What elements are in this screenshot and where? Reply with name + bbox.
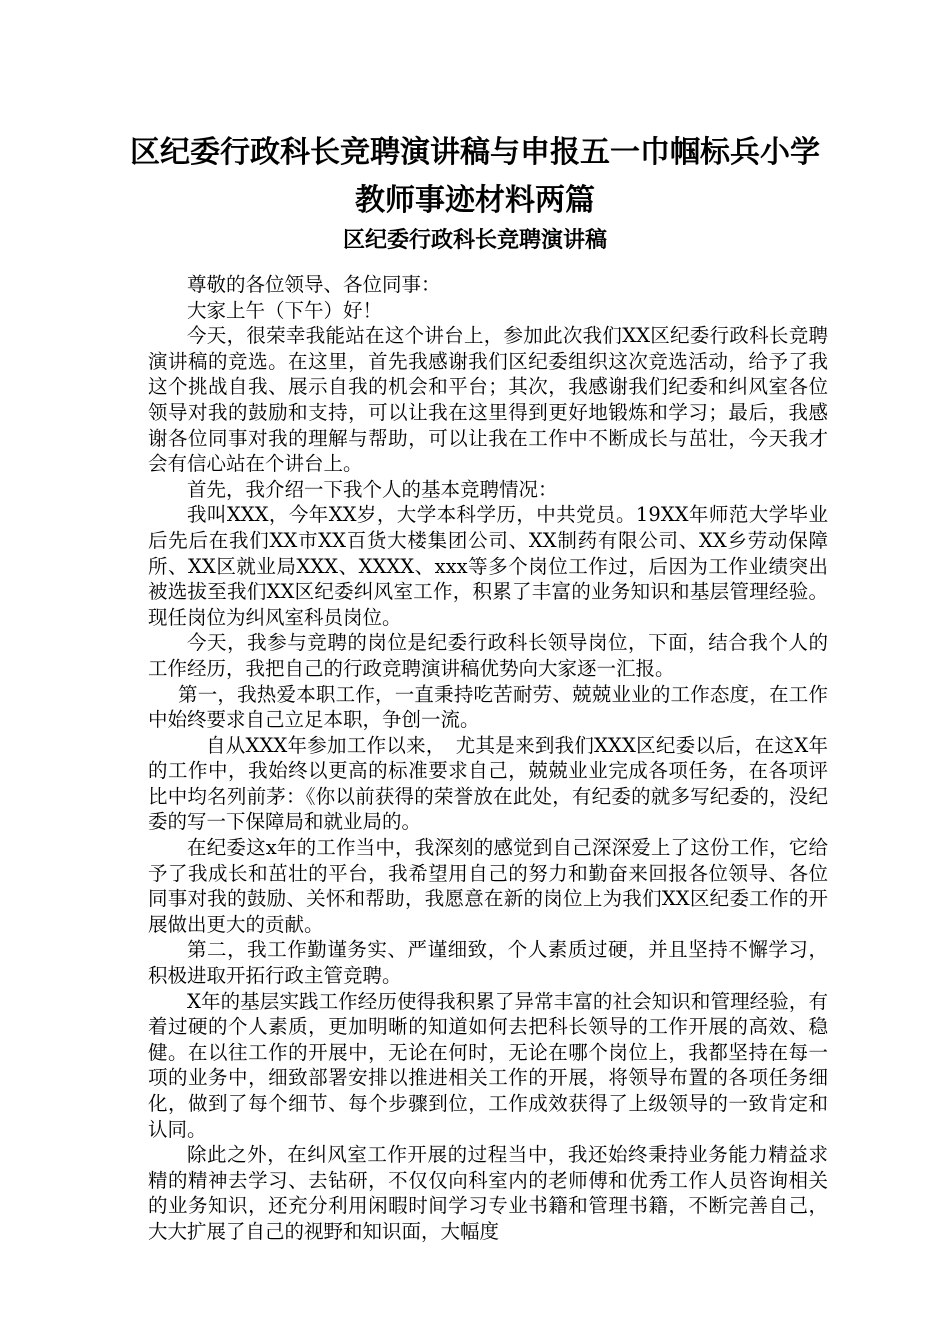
paragraph-point-one: 第一，我热爱本职工作，一直秉持吃苦耐劳、兢兢业业的工作态度，在工作中始终要求自己立足本职，争创一流。	[148, 682, 828, 732]
document-body	[148, 272, 828, 1245]
section-subtitle: 区纪委行政科长竞聘演讲稿	[342, 227, 607, 253]
paragraph-basic-info-lead: 首先，我介绍一下我个人的基本竞聘情况：	[187, 477, 558, 501]
document-title-line1: 区纪委行政科长竞聘演讲稿与申报五一巾帼标兵小学	[130, 135, 820, 170]
paragraph-work-history: 自从XXX年参加工作以来， 尤其是来到我们XXX区纪委以后，在这X年的工作中，我始终以更高的标准要求自己，兢兢业业完成各项任务，在各项评比中均名列前茅：《你以前获得的荣誉放在此处，有纪委的就多写纪委的，没纪委的写一下保障局和就业局的。	[148, 733, 828, 834]
paragraph-greeting: 大家上午（下午）好！	[187, 298, 383, 322]
paragraph-dedication: 在纪委这x年的工作当中，我深刻的感觉到自己深深爱上了这份工作，它给予了我成长和茁壮的平台，我希望用自己的努力和勤奋来回报各位领导、各位同事对我的鼓励、关怀和帮助，我愿意在新的岗位上为我们XX区纪委工作的开展做出更大的贡献。	[148, 836, 828, 936]
document-title-line2: 教师事迹材料两篇	[355, 183, 595, 218]
paragraph-experience: X年的基层实践工作经历使得我积累了异常丰富的社会知识和管理经验，有着过硬的个人素质，更加明晰的知道如何去把科长领导的工作开展的高效、稳健。在以往工作的开展中，无论在何时，无论在哪个岗位上，我都坚持在每一项的业务中，细致部署安排以推进相关工作的开展，将领导布置的各项任务细化，做到了每个细节、每个步骤到位，工作成效获得了上级领导的一致肯定和认同。	[148, 989, 828, 1141]
paragraph-learning: 除此之外，在纠风室工作开展的过程当中，我还始终秉持业务能力精益求精的精神去学习、去钻研，不仅仅向科室内的老师傅和优秀工作人员咨询相关的业务知识，还充分利用闲暇时间学习专业书籍和管理书籍，不断完善自己，大大扩展了自己的视野和知识面，大幅度	[148, 1143, 828, 1243]
paragraph-personal-info: 我叫XXX，今年XX岁，大学本科学历，中共党员。19XX年师范大学毕业后先后在我们XX市XX百货大楼集团公司、XX制药有限公司、XX乡劳动保障所、XX区就业局XXX、XXXX、xxx等多个岗位工作过，后因为工作业绩突出被选拔至我们XX区纪委纠风室工作，积累了丰富的业务知识和基层管理经验。现任岗位为纠风室科员岗位。	[148, 503, 828, 629]
paragraph-salutation: 尊敬的各位领导、各位同事：	[187, 273, 441, 296]
paragraph-position: 今天，我参与竞聘的岗位是纪委行政科长领导岗位，下面，结合我个人的工作经历，我把自己的行政竞聘演讲稿优势向大家逐一汇报。	[148, 631, 828, 680]
paragraph-point-two: 第二，我工作勤谨务实、严谨细致，个人素质过硬，并且坚持不懈学习，积极进取开拓行政主管竞聘。	[148, 938, 828, 988]
paragraph-intro: 今天，很荣幸我能站在这个讲台上，参加此次我们XX区纪委行政科长竞聘演讲稿的竞选。在这里，首先我感谢我们区纪委组织这次竞选活动，给予了我这个挑战自我、展示自我的机会和平台；其次，我感谢我们纪委和纠风室各位领导对我的鼓励和支持，可以让我在这里得到更好地锻炼和学习；最后，我感谢各位同事对我的理解与帮助，可以让我在工作中不断成长与茁壮，今天我才会有信心站在个讲台上。	[148, 324, 828, 476]
